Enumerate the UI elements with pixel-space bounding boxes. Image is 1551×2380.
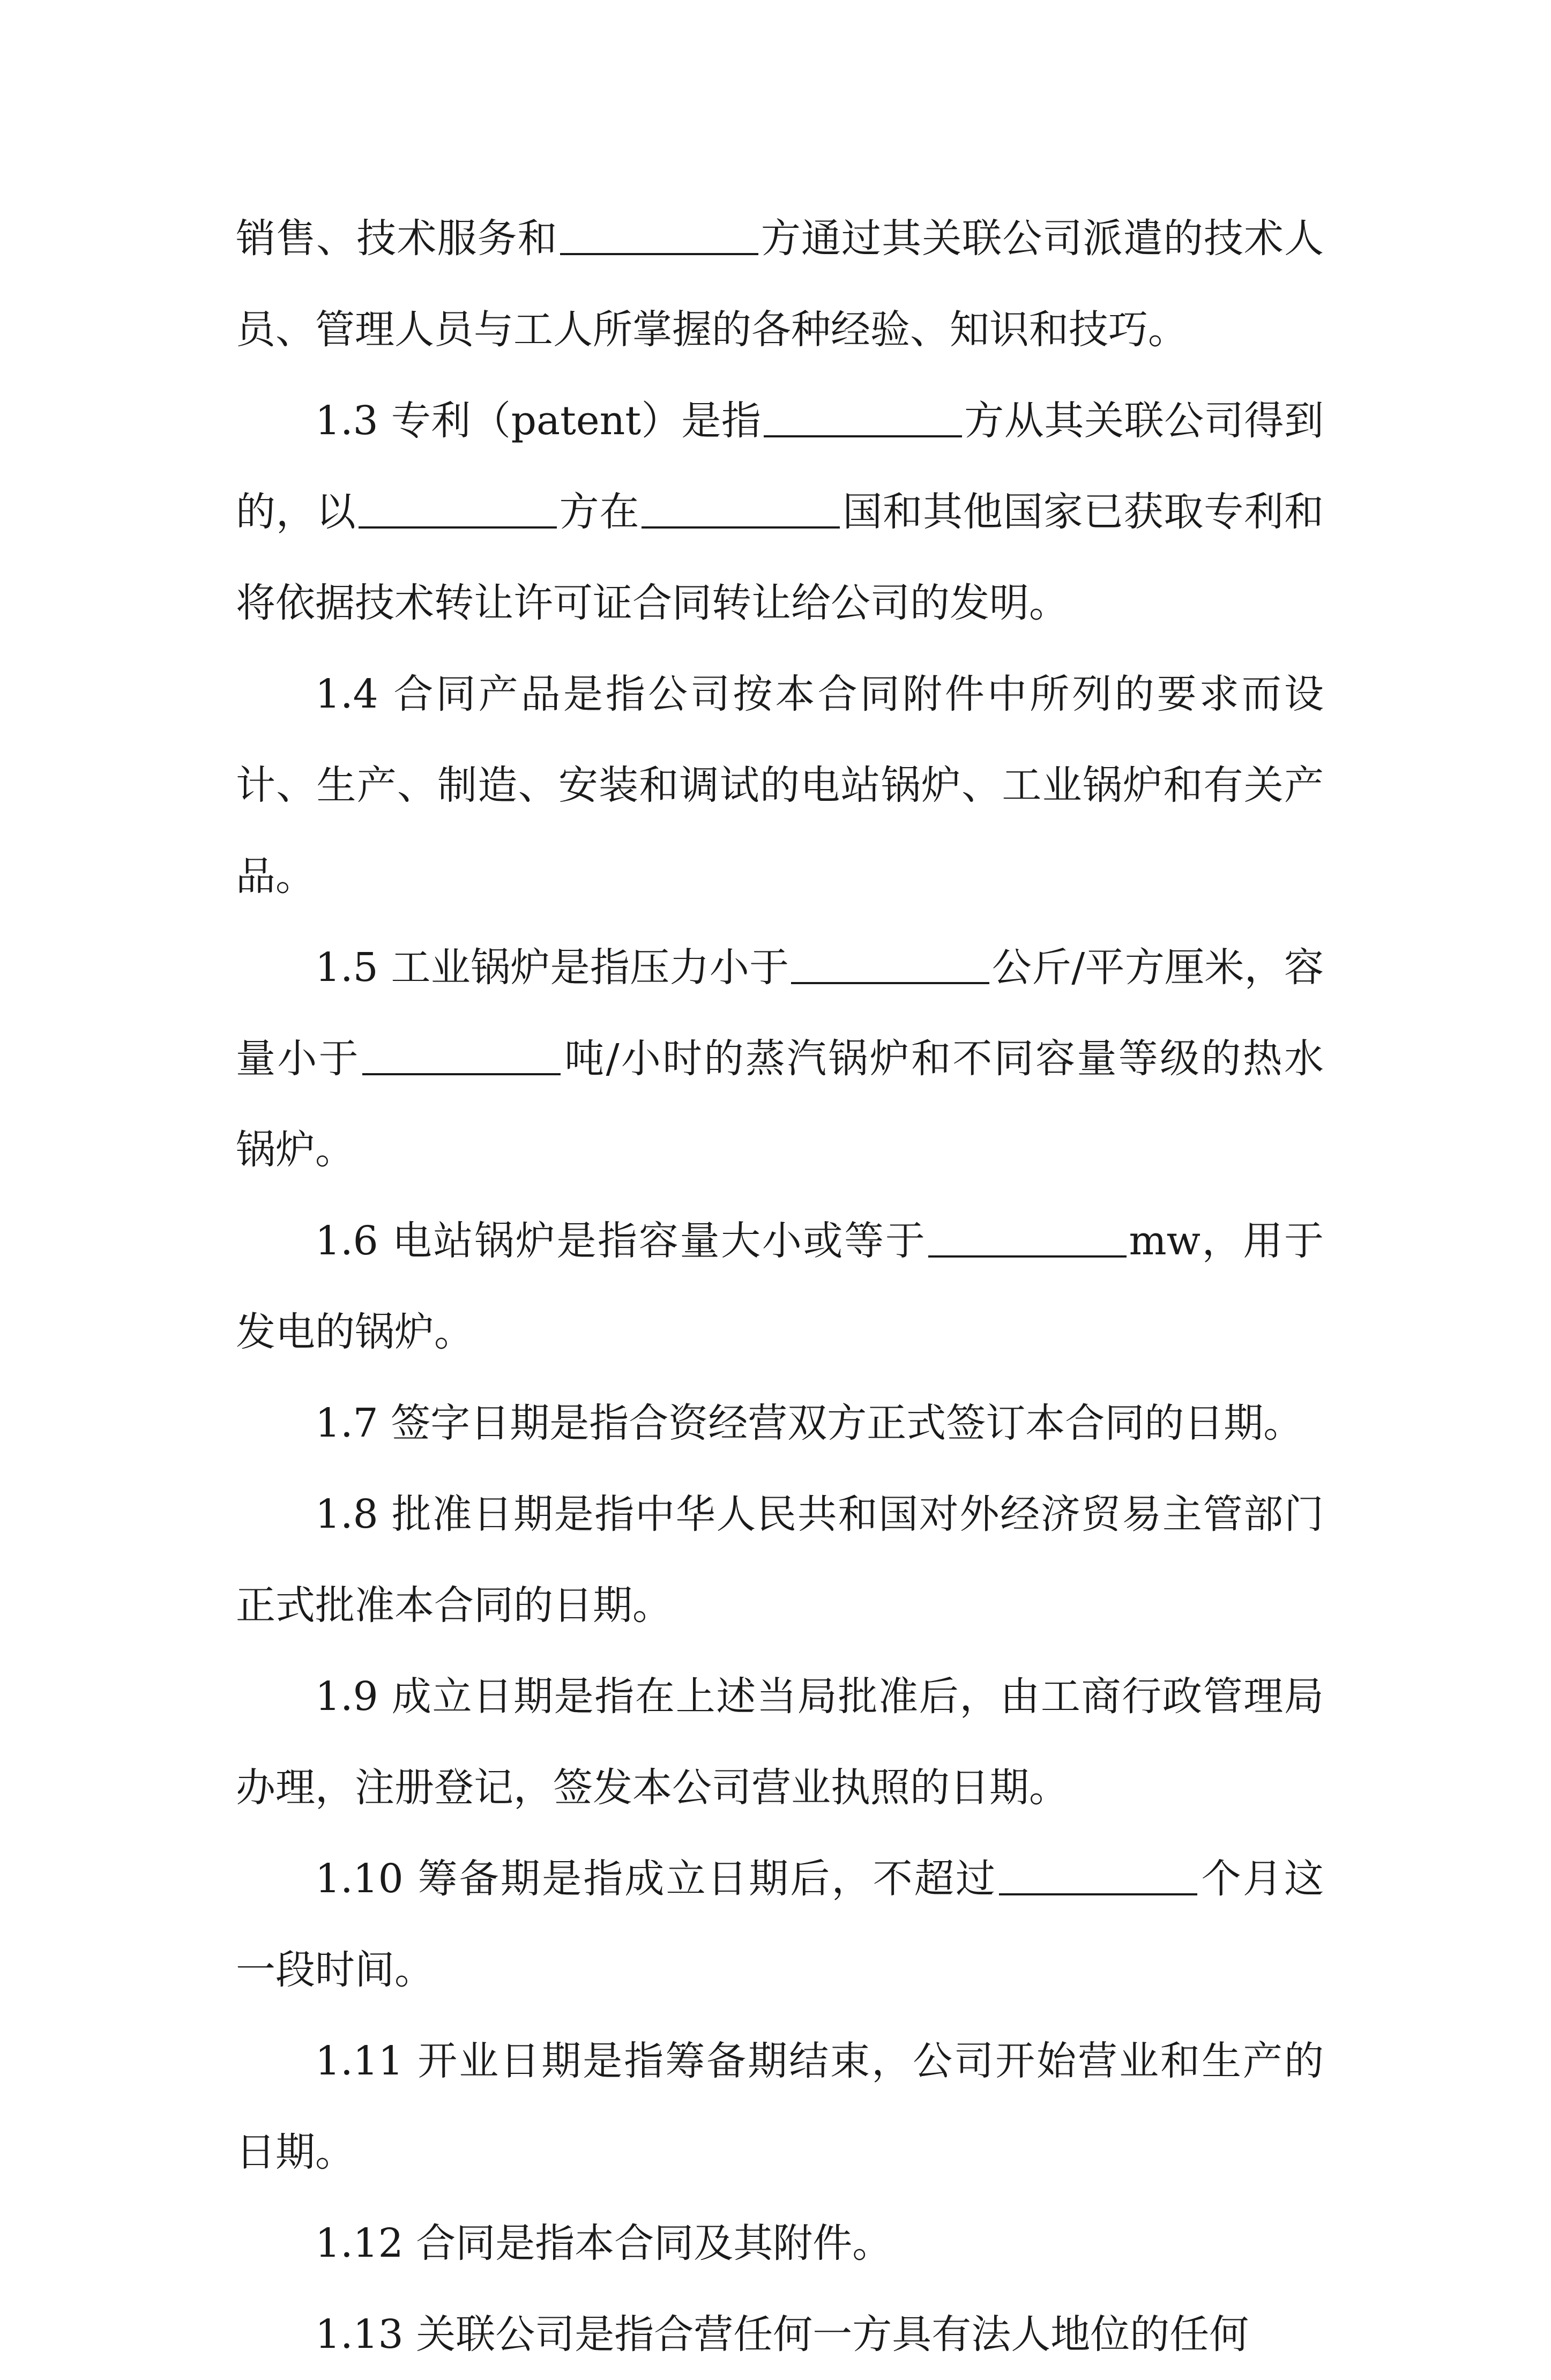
paragraph-1-9-establishment-date	[236, 1651, 1324, 1833]
text-segment: 1.3 专利（patent）是指	[315, 398, 762, 444]
text-segment: 1.12 合同是指本合同及其附件。	[315, 2220, 892, 2266]
paragraph-1-8-approval-date	[236, 1469, 1324, 1651]
paragraph-1-5-industrial-boiler	[236, 922, 1324, 1195]
text-segment: 1.5 工业锅炉是指压力小于	[315, 944, 789, 991]
blank-field[interactable]	[560, 213, 758, 255]
text-segment: 1.4 合同产品是指公司按本合同附件中所列的要求而设计、生产、制造、安装和调试的电站锅炉、工业锅炉和有关产品。	[236, 671, 1324, 899]
text-segment: mw，用于发电的锅炉。	[236, 1218, 1324, 1355]
text-segment: 个月这一段时间。	[236, 1856, 1324, 1993]
text-segment: 销售、技术服务和	[236, 215, 558, 262]
paragraph-1-3-patent	[236, 375, 1324, 649]
blank-field[interactable]	[362, 1033, 561, 1075]
text-segment: 1.6 电站锅炉是指容量大小或等于	[315, 1218, 927, 1264]
paragraph-1-11-opening-date	[236, 2015, 1324, 2198]
paragraph-1-4-contract-products	[236, 649, 1324, 922]
paragraph-1-6-power-station-boiler	[236, 1195, 1324, 1378]
blank-field[interactable]	[642, 487, 840, 529]
text-segment: 吨/小时的蒸汽锅炉和不同容量等级的热水锅炉。	[236, 1036, 1324, 1173]
paragraph-1-13-affiliated-company	[236, 2289, 1324, 2380]
text-segment: 方通过其关联公司派遣的技术人员、管理人员与工人所掌握的各种经验、知识和技巧。	[236, 215, 1324, 353]
blank-field[interactable]	[359, 487, 557, 529]
blank-field[interactable]	[764, 396, 962, 437]
paragraph-1-7-signing-date	[236, 1378, 1324, 1469]
blank-field[interactable]	[928, 1216, 1127, 1258]
blank-field[interactable]	[999, 1854, 1197, 1895]
paragraph-1-12-contract	[236, 2198, 1324, 2289]
text-segment: 1.9 成立日期是指在上述当局批准后，由工商行政管理局办理，注册登记，签发本公司营业执照的日期。	[236, 1674, 1324, 1811]
text-segment: 方从其关联公司得到的，以	[236, 398, 1324, 535]
text-segment: 国和其他国家已获取专利和将依据技术转让许可证合同转让给公司的发明。	[236, 489, 1324, 626]
blank-field[interactable]	[791, 942, 989, 984]
text-segment: 公斤/平方厘米，容量小于	[236, 944, 1324, 1082]
text-segment: 1.7 签字日期是指合资经营双方正式签订本合同的日期。	[315, 1400, 1303, 1446]
paragraph-1-10-preparation-period	[236, 1833, 1324, 2015]
text-segment: 1.11 开业日期是指筹备期结束，公司开始营业和生产的日期。	[236, 2038, 1324, 2175]
text-segment: 1.10 筹备期是指成立日期后，不超过	[315, 1856, 997, 1902]
text-segment: 1.13 关联公司是指合营任何一方具有法人地位的任何	[315, 2311, 1249, 2357]
text-segment: 方在	[558, 489, 640, 535]
document-page	[236, 193, 1324, 2380]
paragraph-know-how-continued	[236, 193, 1324, 375]
text-segment: 1.8 批准日期是指中华人民共和国对外经济贸易主管部门正式批准本合同的日期。	[236, 1491, 1324, 1628]
